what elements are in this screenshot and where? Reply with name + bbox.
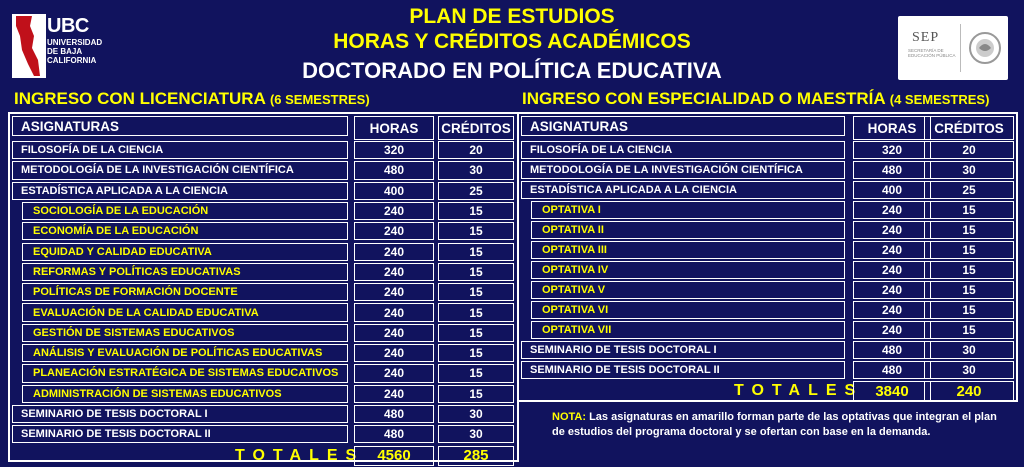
subject-row-name: SOCIOLOGÍA DE LA EDUCACIÓN	[22, 202, 348, 220]
subject-row-name: REFORMAS Y POLÍTICAS EDUCATIVAS	[22, 263, 348, 281]
subject-row-name: OPTATIVA VI	[531, 301, 845, 319]
subject-row-credits: 15	[924, 261, 1014, 279]
subject-row-credits: 15	[438, 222, 514, 240]
title-hours-credits: HORAS Y CRÉDITOS ACADÉMICOS	[333, 30, 691, 53]
subject-row-hours: 240	[853, 321, 931, 339]
subject-row-credits: 15	[438, 303, 514, 321]
subject-row-hours: 240	[354, 243, 434, 261]
subject-row-name: ANÁLISIS Y EVALUACIÓN DE POLÍTICAS EDUCATIVAS	[22, 344, 348, 362]
subject-row-hours: 240	[354, 263, 434, 281]
subject-row-hours: 320	[354, 141, 434, 159]
subject-row-credits: 30	[438, 425, 514, 443]
total-hours: 3840	[853, 381, 931, 401]
subject-row-name: FILOSOFÍA DE LA CIENCIA	[521, 141, 845, 159]
subject-row-credits: 15	[438, 263, 514, 281]
subject-row-hours: 480	[853, 361, 931, 379]
subject-row-name: OPTATIVA IV	[531, 261, 845, 279]
subject-row-name: OPTATIVA III	[531, 241, 845, 259]
note	[552, 410, 1002, 440]
subject-row-name: OPTATIVA I	[531, 201, 845, 219]
subject-row-credits: 30	[924, 161, 1014, 179]
col-header-subjects: ASIGNATURAS	[12, 116, 348, 136]
section-heading-licenciatura: INGRESO CON LICENCIATURA (6 SEMESTRES)	[14, 89, 370, 108]
subject-row-credits: 15	[438, 385, 514, 403]
subject-row-credits: 15	[438, 324, 514, 342]
subject-row-hours: 240	[354, 324, 434, 342]
subject-row-name: SEMINARIO DE TESIS DOCTORAL II	[521, 361, 845, 379]
subject-row-credits: 30	[438, 405, 514, 423]
subject-row-hours: 240	[354, 222, 434, 240]
subject-row-hours: 240	[853, 241, 931, 259]
subject-row-credits: 25	[438, 182, 514, 200]
subject-row-name: FILOSOFÍA DE LA CIENCIA	[12, 141, 348, 159]
subject-row-hours: 240	[354, 344, 434, 362]
subject-row-name: EQUIDAD Y CALIDAD EDUCATIVA	[22, 243, 348, 261]
subject-row-hours: 320	[853, 141, 931, 159]
subject-row-hours: 480	[354, 405, 434, 423]
subject-row-credits: 15	[924, 201, 1014, 219]
subject-row-credits: 15	[924, 281, 1014, 299]
subject-row-name: ECONOMÍA DE LA EDUCACIÓN	[22, 222, 348, 240]
subject-row-credits: 15	[438, 202, 514, 220]
subject-row-hours: 240	[853, 201, 931, 219]
subject-row-hours: 240	[354, 385, 434, 403]
subject-row-credits: 30	[924, 341, 1014, 359]
subject-row-name: SEMINARIO DE TESIS DOCTORAL I	[12, 405, 348, 423]
subject-row-hours: 240	[853, 261, 931, 279]
subject-row-hours: 240	[853, 281, 931, 299]
title-program: DOCTORADO EN POLÍTICA EDUCATIVA	[302, 58, 722, 83]
col-header-hours: HORAS	[853, 116, 931, 140]
subject-row-credits: 30	[438, 161, 514, 179]
subject-row-credits: 20	[924, 141, 1014, 159]
subject-row-credits: 15	[438, 344, 514, 362]
subject-row-credits: 25	[924, 181, 1014, 199]
subject-row-credits: 15	[924, 221, 1014, 239]
subject-row-hours: 240	[853, 301, 931, 319]
subject-row-name: METODOLOGÍA DE LA INVESTIGACIÓN CIENTÍFICA	[521, 161, 845, 179]
subject-row-hours: 400	[853, 181, 931, 199]
subject-row-name: ADMINISTRACIÓN DE SISTEMAS EDUCATIVOS	[22, 385, 348, 403]
subject-row-name: ESTADÍSTICA APLICADA A LA CIENCIA	[521, 181, 845, 199]
subject-row-hours: 240	[853, 221, 931, 239]
subject-row-hours: 480	[354, 425, 434, 443]
total-credits: 240	[924, 381, 1014, 401]
subject-row-credits: 15	[438, 243, 514, 261]
subject-row-hours: 480	[853, 161, 931, 179]
total-hours: 4560	[354, 446, 434, 466]
subject-row-credits: 15	[438, 364, 514, 382]
subject-row-hours: 240	[354, 202, 434, 220]
note-label: NOTA:	[552, 411, 587, 423]
subject-row-name: OPTATIVA V	[531, 281, 845, 299]
subject-row-credits: 30	[924, 361, 1014, 379]
subject-row-name: PLANEACIÓN ESTRATÉGICA DE SISTEMAS EDUCATIVOS	[22, 364, 348, 382]
ubc-logo-name: UNIVERSIDAD DE BAJA CALIFORNIA	[47, 38, 103, 65]
col-header-subjects: ASIGNATURAS	[521, 116, 845, 136]
title-plan: PLAN DE ESTUDIOS	[409, 5, 615, 28]
subject-row-credits: 15	[924, 241, 1014, 259]
total-credits: 285	[438, 446, 514, 466]
col-header-credits: CRÉDITOS	[438, 116, 514, 140]
subject-row-name: GESTIÓN DE SISTEMAS EDUCATIVOS	[22, 324, 348, 342]
subject-row-credits: 15	[438, 283, 514, 301]
ubc-logo-short: UBC	[47, 15, 89, 37]
subject-row-credits: 20	[438, 141, 514, 159]
subject-row-credits: 15	[924, 301, 1014, 319]
note-text: Las asignaturas en amarillo forman parte de las optativas que integran el plan de estudios del programa doctoral y se ofertan con base en la demanda.	[552, 411, 997, 438]
table-maestria	[517, 112, 1018, 402]
subject-row-name: OPTATIVA II	[531, 221, 845, 239]
sep-logo-short: SEP	[912, 30, 940, 45]
table-licenciatura	[8, 112, 519, 462]
subject-row-hours: 240	[354, 303, 434, 321]
subject-row-hours: 480	[853, 341, 931, 359]
subject-row-credits: 15	[924, 321, 1014, 339]
totals-label: TOTALES	[734, 382, 864, 399]
subject-row-name: SEMINARIO DE TESIS DOCTORAL II	[12, 425, 348, 443]
totals-label: TOTALES	[235, 446, 365, 464]
subject-row-name: EVALUACIÓN DE LA CALIDAD EDUCATIVA	[22, 303, 348, 321]
col-header-hours: HORAS	[354, 116, 434, 140]
col-header-credits: CRÉDITOS	[924, 116, 1014, 140]
subject-row-hours: 240	[354, 283, 434, 301]
subject-row-name: METODOLOGÍA DE LA INVESTIGACIÓN CIENTÍFICA	[12, 161, 348, 179]
section-heading-maestria: INGRESO CON ESPECIALIDAD O MAESTRÍA (4 SEMESTRES)	[522, 89, 990, 108]
subject-row-hours: 400	[354, 182, 434, 200]
subject-row-name: ESTADÍSTICA APLICADA A LA CIENCIA	[12, 182, 348, 200]
subject-row-hours: 480	[354, 161, 434, 179]
subject-row-name: POLÍTICAS DE FORMACIÓN DOCENTE	[22, 283, 348, 301]
subject-row-name: SEMINARIO DE TESIS DOCTORAL I	[521, 341, 845, 359]
subject-row-hours: 240	[354, 364, 434, 382]
subject-row-name: OPTATIVA VII	[531, 321, 845, 339]
sep-logo-sub: SECRETARÍA DE EDUCACIÓN PÚBLICA	[908, 48, 956, 58]
